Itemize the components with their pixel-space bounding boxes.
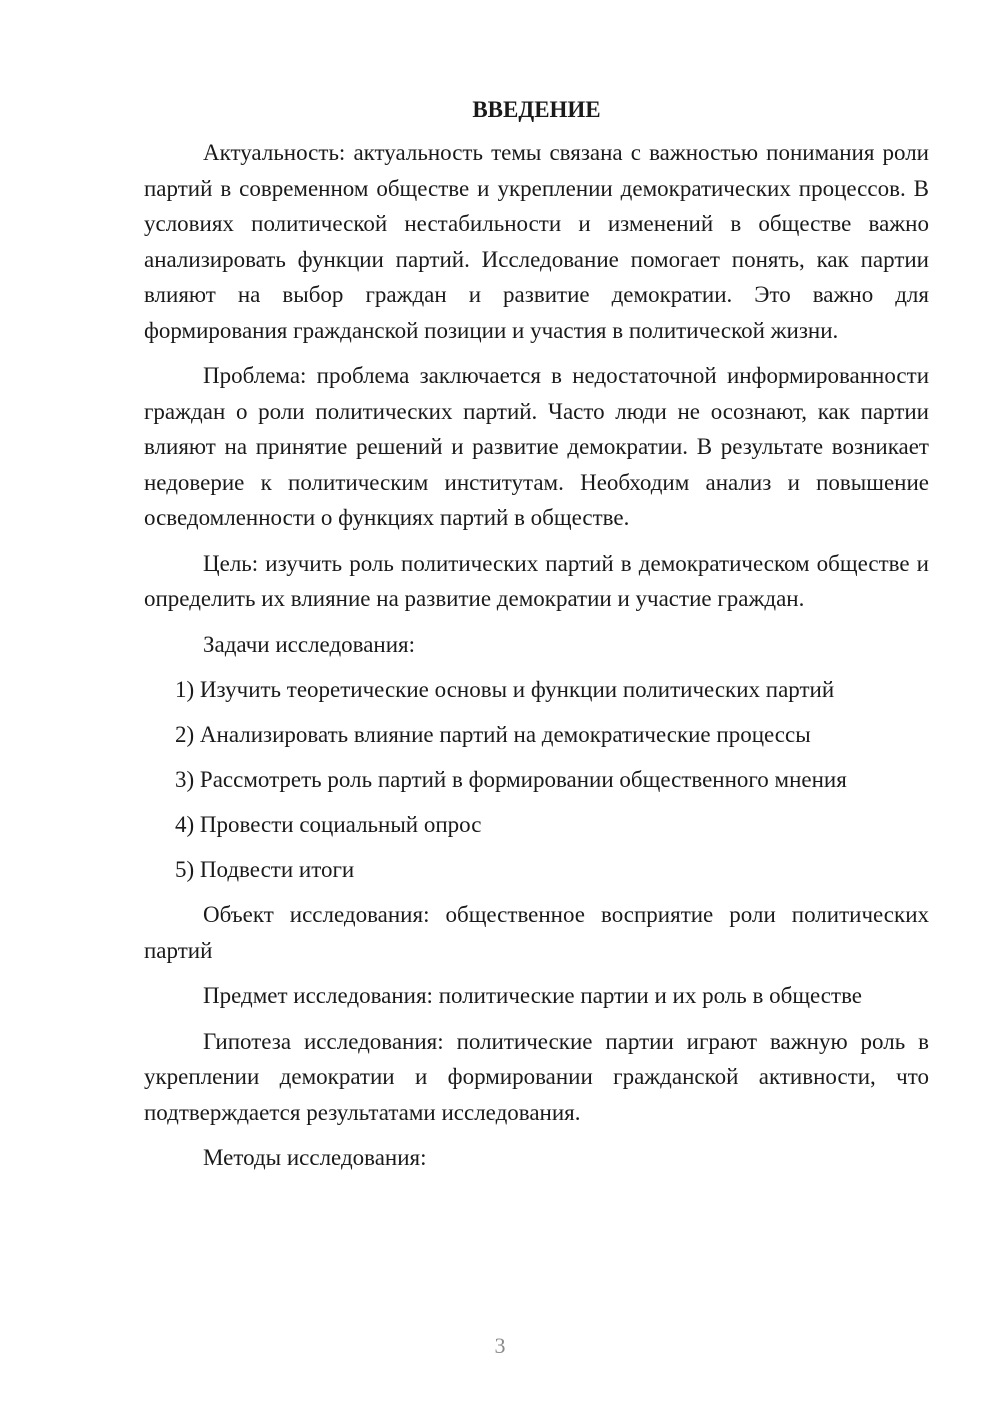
list-item: 5) Подвести итоги (175, 857, 355, 882)
paragraph-subject: Предмет исследования: политические партии и их роль в обществе (203, 983, 863, 1008)
list-item: 3) Рассмотреть роль партий в формировании общественного мнения (175, 767, 847, 792)
methods-heading: Методы исследования: (203, 1145, 427, 1170)
paragraph-object: Объект исследования: общественное восприятие роли политических партий (144, 902, 929, 963)
tasks-heading: Задачи исследования: (203, 631, 416, 657)
page-content (144, 92, 929, 1186)
list-item: 2) Анализировать влияние партий на демократические процессы (175, 722, 811, 747)
paragraph-goal: Цель: изучить роль политических партий в демократическом обществе и определить их влияние на развитие демократии и участие граждан. (144, 550, 929, 611)
paragraph-problem: Проблема: проблема заключается в недостаточной информированности граждан о роли политических партий. Часто люди не осознают, как партии влияют на принятие решений и развитие демократии. В результате возникает недоверие к политическим институтам. Необходим анализ и повышение осведомленности о функциях партий в обществе. (144, 363, 929, 530)
tasks-list (144, 672, 929, 887)
paragraph-hypothesis: Гипотеза исследования: политические партии играют важную роль в укреплении демократии и формировании гражданской активности, что подтверждается результатами исследования. (144, 1028, 929, 1125)
page-title: ВВЕДЕНИЕ (472, 97, 601, 122)
list-item: 1) Изучить теоретические основы и функции политических партий (175, 677, 835, 702)
paragraph-relevance: Актуальность: актуальность темы связана с важностью понимания роли партий в современном обществе и укреплении демократических процессов. В условиях политической нестабильности и изменений в обществе важно анализировать функции партий. Исследование помогает понять, как партии влияют на выбор граждан и развитие демократии. Это важно для формирования гражданской позиции и участия в политической жизни. (144, 140, 929, 343)
page-number: 3 (494, 1333, 506, 1358)
list-item: 4) Провести социальный опрос (175, 812, 482, 837)
